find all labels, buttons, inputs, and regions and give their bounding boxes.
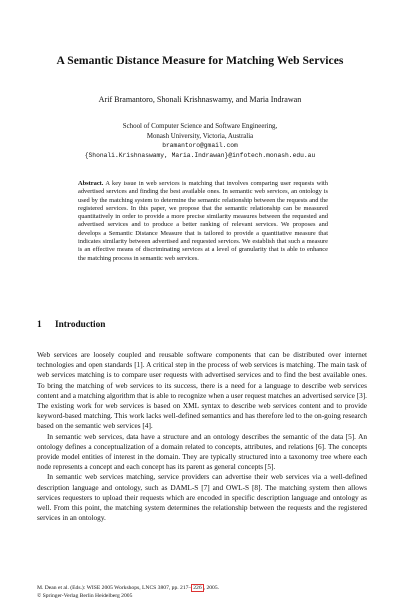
footer-citation: [37, 584, 219, 600]
affiliation-line-2: Monash University, Victoria, Australia: [146, 132, 254, 140]
body-text: [37, 350, 367, 523]
paragraph-2: In semantic web services, data have a structure and an ontology describes the semantic of the data [5]. An ontology defines a conceptualization of a domain related to concepts, attributes, and relations [6]. The concepts provide model entities of interest in the domain. They are typically structured into a taxonomy tree where each node represents a concept and each concept has its parent as general concepts [5].: [37, 431, 367, 472]
abstract-label: Abstract.: [78, 180, 104, 187]
abstract: [78, 180, 328, 263]
section-number: 1: [37, 320, 42, 330]
footer-prefix: M. Dean et al. (Eds.): WISE 2005 Workshops, LNCS 3807, pp. 217–: [37, 585, 192, 591]
footer-line-1: [37, 584, 219, 593]
footer-suffix: , 2005.: [203, 585, 220, 591]
section-heading: [37, 320, 105, 330]
affiliation-block: [0, 122, 400, 160]
footer-line-2: © Springer-Verlag Berlin Heidelberg 2005: [37, 592, 133, 599]
abstract-text: A key issue in web services is matching that involves comparing user requests with advertised services and finding the best available ones. In semantic web services, an ontology is used by the matching system to determine the semantic relationship between the requests and the registered services. In this paper, we propose that the semantic relationship can be measured quantitatively in order to provide a more precise similarity measures between the requested and advertised services and to produce a better ranking of relevant services. We proposes and develops a Semantic Distance Measure that is tailored to provide a quantitative measure that indicates similarity between advertised and requested services. We establish that such a measure is an effective means of discriminating services at a level of granularity that is able to enhance the matching process in semantic web services.: [78, 180, 328, 262]
page-end-link[interactable]: 226: [193, 585, 202, 591]
paragraph-1: Web services are loosely coupled and reusable software components that can be distributed over internet technologies and open standards [1]. A critical step in the process of web services is matching. The main task of web services matching is to compare user requests with advertised services and to find the best available ones. To bring the matching of web services to its success, there is a need for a language to describe web services content and a matching algorithm that is able to recognize when a user request matches an advertised service [3]. The existing work for web services is based on XML syntax to describe web services content and to provide keyword-based matching. This work lacks well-defined semantics and has therefore led to the on-going research based on the semantic web services [4].: [37, 350, 367, 431]
paper-title: A Semantic Distance Measure for Matching Web Services: [56, 54, 344, 67]
affiliation-line-1: School of Computer Science and Software Engineering,: [122, 123, 278, 130]
paragraph-3: In semantic web services matching, service providers can advertise their web services via a well-defined description language and ontology, such as DAML-S [7] and OWL-S [8]. The matching system then allows services requesters to upload their requests which are encoded in specific description language and ontology as well. From this point, the matching system determines the relationship between the requests and the registered services in an ontology.: [37, 472, 367, 523]
email-1: bramantoro@gmail.com: [162, 142, 238, 149]
email-2: {Shonali.Krishnaswamy, Maria.Indrawan}@infotech.monash.edu.au: [84, 151, 316, 159]
author-list: Arif Bramantoro, Shonali Krishnaswamy, and Maria Indrawan: [98, 95, 302, 104]
section-title: Introduction: [55, 320, 106, 330]
